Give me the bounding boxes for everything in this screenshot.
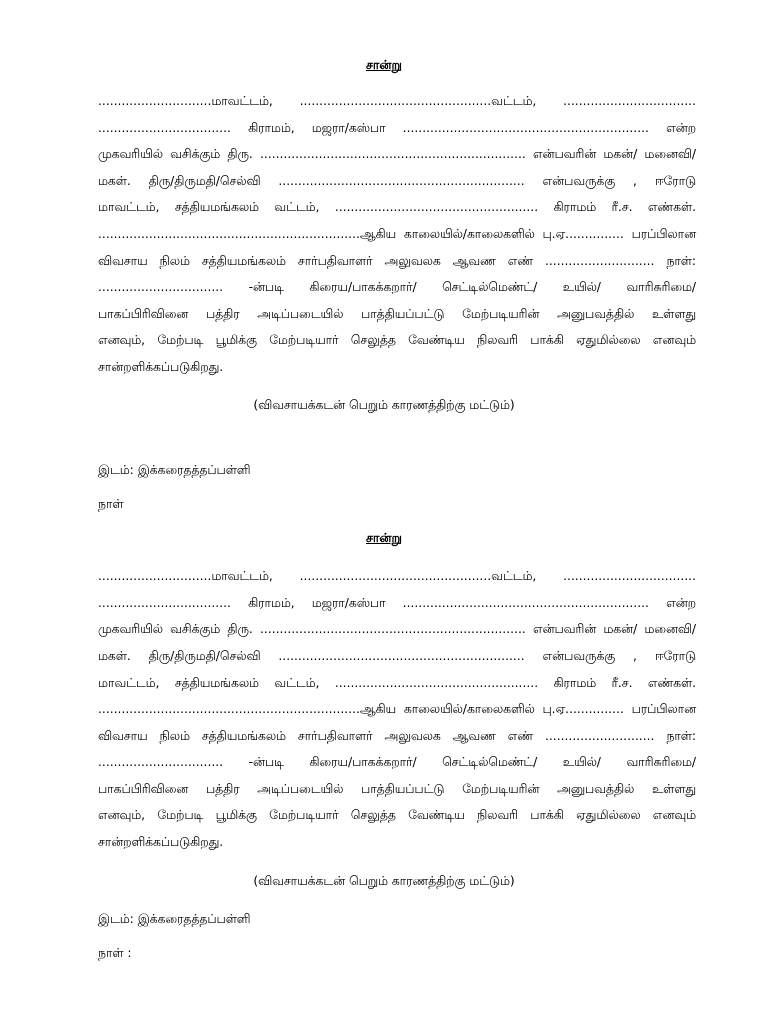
body-line: பாகப்பிரிவினை பத்திர அடிப்படையில் பாத்தியப்பட்டு மேற்படியரின் அனுபவத்தில் உள்ளது [98,782,696,796]
body-line: முகவரியில் வசிக்கும் திரு. .................................................................... என்பவரின் மகன்/ மனைவி/ [98,622,696,636]
body-line: முகவரியில் வசிக்கும் திரு. .................................................................... என்பவரின் மகன்/ மனைவி/ [98,147,696,161]
body-line: .............................மாவட்டம், .................................................வட்டம், .................................. [98,94,696,108]
certificate-title: சான்று [365,530,403,545]
body-line: விவசாய நிலம் சத்தியமங்கலம் சார்பதிவாளர் அலுவலக ஆவண எண் ............................ நாள்: [98,729,696,743]
purpose-note: (விவசாயக்கடன் பெறும் காரணத்திற்கு மட்டும்) [253,874,515,888]
date-line: நாள் : [98,946,132,960]
certificate-title: சான்று [365,57,403,72]
body-line: மாவட்டம், சத்தியமங்கலம் வட்டம், .................................................... கிராமம் ரீ.ச. எண்கள். [98,676,696,690]
body-line: பாகப்பிரிவினை பத்திர அடிப்படையில் பாத்தியப்பட்டு மேற்படியரின் அனுபவத்தில் உள்ளது [98,307,696,321]
body-line: மகள். திரு/திருமதி/செல்வி ............................................................... என்பவருக்கு , ஈரோடு [98,649,696,663]
body-line: .................................. கிராமம், மஜரா/கஸ்பா ............................................................... என்ற [98,121,696,135]
body-line: எனவும், மேற்படி பூமிக்கு மேற்படியார் செலுத்த வேண்டிய நிலவரி பாக்கி ஏதுமில்லை எனவும் [98,333,696,347]
body-line: மாவட்டம், சத்தியமங்கலம் வட்டம், .................................................... கிராமம் ரீ.ச. எண்கள். [98,200,696,214]
body-line: ...................................................................ஆகிய காலையில்/காலைகளில் பு.ஏ............... பரப்பிலான [98,702,696,716]
body-line: மகள். திரு/திருமதி/செல்வி ............................................................... என்பவருக்கு , ஈரோடு [98,174,696,188]
purpose-note: (விவசாயக்கடன் பெறும் காரணத்திற்கு மட்டும்) [253,398,515,412]
body-line: விவசாய நிலம் சத்தியமங்கலம் சார்பதிவாளர் அலுவலக ஆவண எண் ............................ நாள்: [98,254,696,268]
body-line: ................................ -ன்படி கிரைய/பாகக்கறார்/ செட்டில்மெண்ட்/ உயில்/ வாரிசுரிமை/ [98,755,696,769]
body-line: .............................மாவட்டம், .................................................வட்டம், .................................. [98,569,696,583]
body-line: ...................................................................ஆகிய காலையில்/காலைகளில் பு.ஏ............... பரப்பிலான [98,227,696,241]
body-line: எனவும், மேற்படி பூமிக்கு மேற்படியார் செலுத்த வேண்டிய நிலவரி பாக்கி ஏதுமில்லை எனவும் [98,808,696,822]
body-line: ................................ -ன்படி கிரைய/பாகக்கறார்/ செட்டில்மெண்ட்/ உயில்/ வாரிசுரிமை/ [98,280,696,294]
place-line: இடம்: இக்கரைதத்தப்பள்ளி [98,912,251,926]
date-line: நாள் [98,497,124,511]
place-line: இடம்: இக்கரைதத்தப்பள்ளி [98,463,251,477]
body-line: சான்றளிக்கப்படுகிறது. [98,360,224,374]
body-line: .................................. கிராமம், மஜரா/கஸ்பா ............................................................... என்ற [98,596,696,610]
body-line: சான்றளிக்கப்படுகிறது. [98,835,224,849]
